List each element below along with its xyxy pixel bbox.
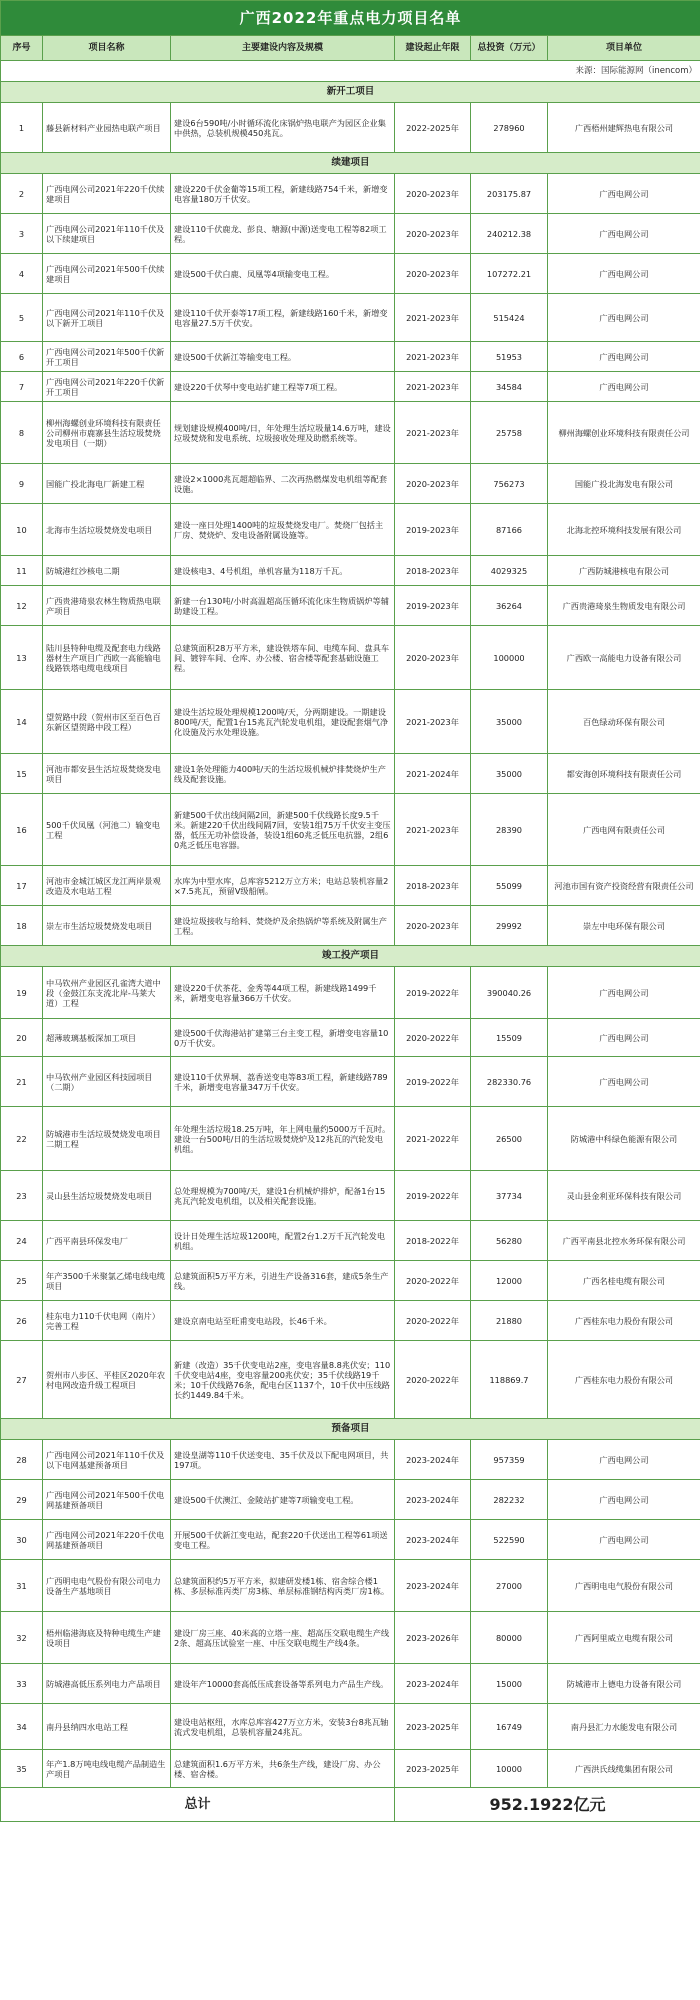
project-name-cell: 广西电网公司2021年500千伏续建项目 bbox=[43, 254, 171, 294]
project-name-cell: 国能广投北海电厂新建工程 bbox=[43, 464, 171, 504]
company-cell: 国能广投北海发电有限公司 bbox=[548, 464, 700, 504]
table-row bbox=[1, 1057, 700, 1107]
serial-cell: 17 bbox=[1, 866, 43, 906]
serial-cell: 27 bbox=[1, 1341, 43, 1419]
period-cell: 2021-2023年 bbox=[395, 794, 471, 866]
investment-cell: 15000 bbox=[471, 1664, 548, 1704]
serial-cell: 22 bbox=[1, 1107, 43, 1171]
project-name-cell: 梧州临港海底及特种电缆生产建设项目 bbox=[43, 1612, 171, 1664]
investment-cell: 27000 bbox=[471, 1560, 548, 1612]
table-row bbox=[1, 866, 700, 906]
investment-cell: 240212.38 bbox=[471, 214, 548, 254]
period-cell: 2023-2026年 bbox=[395, 1612, 471, 1664]
investment-cell: 37734 bbox=[471, 1171, 548, 1221]
table-row bbox=[1, 1704, 700, 1750]
table-row bbox=[1, 464, 700, 504]
period-cell: 2020-2023年 bbox=[395, 254, 471, 294]
content-cell: 建设京南电站至旺甫变电站段，长46千米。 bbox=[171, 1301, 395, 1341]
table-row bbox=[1, 1171, 700, 1221]
serial-cell: 6 bbox=[1, 342, 43, 372]
project-name-cell: 广西电网公司2021年110千伏及以下续建项目 bbox=[43, 214, 171, 254]
company-cell: 河池市国有资产投资经营有限责任公司 bbox=[548, 866, 700, 906]
period-cell: 2020-2022年 bbox=[395, 1341, 471, 1419]
company-cell: 灵山县金利亚环保科技有限公司 bbox=[548, 1171, 700, 1221]
source-note: 来源：国际能源网（inencom） bbox=[1, 61, 700, 82]
content-cell: 建设年产10000套高低压成套设备等系列电力产品生产线。 bbox=[171, 1664, 395, 1704]
serial-cell: 12 bbox=[1, 586, 43, 626]
table-row bbox=[1, 1520, 700, 1560]
header-cell: 项目单位 bbox=[548, 36, 700, 61]
period-cell: 2021-2023年 bbox=[395, 342, 471, 372]
project-name-cell: 防城港红沙核电二期 bbox=[43, 556, 171, 586]
content-cell: 设计日处理生活垃圾1200吨，配置2台1.2万千瓦汽轮发电机组。 bbox=[171, 1221, 395, 1261]
project-name-cell: 广西平南县环保发电厂 bbox=[43, 1221, 171, 1261]
table-row bbox=[1, 586, 700, 626]
investment-cell: 35000 bbox=[471, 754, 548, 794]
company-cell: 南丹县汇力水能发电有限公司 bbox=[548, 1704, 700, 1750]
content-cell: 建设110千伏开泰等17项工程，新建线路160千米，新增变电容量27.5万千伏安。 bbox=[171, 294, 395, 342]
section-title: 新开工项目 bbox=[1, 82, 700, 103]
content-cell: 建设厂房三座、40米高的立塔一座、超高压交联电缆生产线2条、超高压试验室一座、中压交联电缆生产线4条。 bbox=[171, 1612, 395, 1664]
section-title: 续建项目 bbox=[1, 153, 700, 174]
content-cell: 新建（改造）35千伏变电站2座，变电容量8.8兆伏安；110千伏变电站4座，变电容量200兆伏安；35千伏线路19千米；10千伏线路76条，配电台区1137个，10千伏中压线路长约1449.84千米。 bbox=[171, 1341, 395, 1419]
content-cell: 规划建设规模400吨/日，年处理生活垃圾量14.6万吨，建设垃圾焚烧和发电系统、垃圾接收处理及助燃系统等。 bbox=[171, 402, 395, 464]
total-row bbox=[1, 1788, 700, 1822]
investment-cell: 522590 bbox=[471, 1520, 548, 1560]
serial-cell: 5 bbox=[1, 294, 43, 342]
company-cell: 广西电网公司 bbox=[548, 1019, 700, 1057]
period-cell: 2023-2025年 bbox=[395, 1704, 471, 1750]
serial-cell: 26 bbox=[1, 1301, 43, 1341]
company-cell: 崇左中电环保有限公司 bbox=[548, 906, 700, 946]
period-cell: 2019-2023年 bbox=[395, 586, 471, 626]
investment-cell: 278960 bbox=[471, 103, 548, 153]
serial-cell: 10 bbox=[1, 504, 43, 556]
investment-cell: 21880 bbox=[471, 1301, 548, 1341]
period-cell: 2023-2025年 bbox=[395, 1750, 471, 1788]
project-name-cell: 年产3500千米聚氯乙烯电线电缆项目 bbox=[43, 1261, 171, 1301]
investment-cell: 107272.21 bbox=[471, 254, 548, 294]
company-cell: 广西贵港琦泉生物质发电有限公司 bbox=[548, 586, 700, 626]
table-row bbox=[1, 342, 700, 372]
investment-cell: 203175.87 bbox=[471, 174, 548, 214]
project-name-cell: 广西贵港琦泉农林生物质热电联产项目 bbox=[43, 586, 171, 626]
investment-cell: 16749 bbox=[471, 1704, 548, 1750]
project-name-cell: 藤县新材料产业园热电联产项目 bbox=[43, 103, 171, 153]
company-cell: 广西欧一高能电力设备有限公司 bbox=[548, 626, 700, 690]
company-cell: 广西梧州建辉热电有限公司 bbox=[548, 103, 700, 153]
company-cell: 广西电网公司 bbox=[548, 1440, 700, 1480]
project-name-cell: 广西电网公司2021年220千伏新开工项目 bbox=[43, 372, 171, 402]
content-cell: 建设6台590吨/小时循环流化床锅炉热电联产为园区企业集中供热，总装机规模450兆瓦。 bbox=[171, 103, 395, 153]
project-name-cell: 广西明电电气股份有限公司电力设备生产基地项目 bbox=[43, 1560, 171, 1612]
investment-cell: 56280 bbox=[471, 1221, 548, 1261]
section-title: 预备项目 bbox=[1, 1419, 700, 1440]
table-row bbox=[1, 1261, 700, 1301]
content-cell: 新建500千伏出线间隔2回，新建500千伏线路长度9.5千米。新建220千伏出线间隔7回，安装1组75万千伏安主变压器，低压无功补偿设备，装设1组60兆乏低压电抗器，2组60兆乏低压电容器。 bbox=[171, 794, 395, 866]
table-row bbox=[1, 967, 700, 1019]
serial-cell: 23 bbox=[1, 1171, 43, 1221]
project-name-cell: 广西电网公司2021年220千伏续建项目 bbox=[43, 174, 171, 214]
company-cell: 广西电网公司 bbox=[548, 1057, 700, 1107]
investment-cell: 15509 bbox=[471, 1019, 548, 1057]
content-cell: 建设皇湖等110千伏送变电、35千伏及以下配电网项目，共197项。 bbox=[171, 1440, 395, 1480]
project-name-cell: 贺州市八步区、平桂区2020年农村电网改造升级工程项目 bbox=[43, 1341, 171, 1419]
table-row bbox=[1, 1341, 700, 1419]
serial-cell: 24 bbox=[1, 1221, 43, 1261]
investment-cell: 515424 bbox=[471, 294, 548, 342]
investment-cell: 756273 bbox=[471, 464, 548, 504]
project-name-cell: 河池市都安县生活垃圾焚烧发电项目 bbox=[43, 754, 171, 794]
serial-cell: 29 bbox=[1, 1480, 43, 1520]
project-name-cell: 崇左市生活垃圾焚烧发电项目 bbox=[43, 906, 171, 946]
company-cell: 广西明电电气股份有限公司 bbox=[548, 1560, 700, 1612]
period-cell: 2023-2024年 bbox=[395, 1520, 471, 1560]
company-cell: 防城港市上德电力设备有限公司 bbox=[548, 1664, 700, 1704]
project-name-cell: 广西电网公司2021年110千伏及以下电网基建预备项目 bbox=[43, 1440, 171, 1480]
period-cell: 2021-2023年 bbox=[395, 294, 471, 342]
serial-cell: 8 bbox=[1, 402, 43, 464]
investment-cell: 12000 bbox=[471, 1261, 548, 1301]
investment-cell: 80000 bbox=[471, 1612, 548, 1664]
period-cell: 2018-2023年 bbox=[395, 866, 471, 906]
company-cell: 广西洪氏线缆集团有限公司 bbox=[548, 1750, 700, 1788]
content-cell: 建设核电3、4号机组，单机容量为118万千瓦。 bbox=[171, 556, 395, 586]
project-name-cell: 柳州海螺创业环境科技有限责任公司柳州市鹿寨县生活垃圾焚烧发电项目（一期） bbox=[43, 402, 171, 464]
serial-cell: 32 bbox=[1, 1612, 43, 1664]
project-name-cell: 年产1.8万吨电线电缆产品制造生产项目 bbox=[43, 1750, 171, 1788]
serial-cell: 1 bbox=[1, 103, 43, 153]
project-name-cell: 灵山县生活垃圾焚烧发电项目 bbox=[43, 1171, 171, 1221]
table-row bbox=[1, 1107, 700, 1171]
section-header-row bbox=[1, 946, 700, 967]
serial-cell: 16 bbox=[1, 794, 43, 866]
content-cell: 建设220千伏琴中变电站扩建工程等7项工程。 bbox=[171, 372, 395, 402]
table-row bbox=[1, 402, 700, 464]
header-cell: 主要建设内容及规模 bbox=[171, 36, 395, 61]
investment-cell: 28390 bbox=[471, 794, 548, 866]
table-row bbox=[1, 626, 700, 690]
project-name-cell: 广西电网公司2021年500千伏新开工项目 bbox=[43, 342, 171, 372]
period-cell: 2020-2022年 bbox=[395, 1301, 471, 1341]
serial-cell: 9 bbox=[1, 464, 43, 504]
content-cell: 新建一台130吨/小时高温超高压循环流化床生物质锅炉等辅助建设工程。 bbox=[171, 586, 395, 626]
table-title: 广西2022年重点电力项目名单 bbox=[1, 1, 700, 36]
table-row bbox=[1, 1750, 700, 1788]
company-cell: 柳州海螺创业环境科技有限责任公司 bbox=[548, 402, 700, 464]
company-cell: 北海北控环境科技发展有限公司 bbox=[548, 504, 700, 556]
content-cell: 建设110千伏鹿龙、彭良、塘源(中源)送变电工程等82项工程。 bbox=[171, 214, 395, 254]
content-cell: 建设生活垃圾处理规模1200吨/天，分两期建设。一期建设800吨/天，配置1台15兆瓦汽轮发电机组，建设配套烟气净化设施及污水处理设施。 bbox=[171, 690, 395, 754]
content-cell: 建设一座日处理1400吨的垃圾焚烧发电厂。焚烧厂包括主厂房、焚烧炉、发电设备附属设施等。 bbox=[171, 504, 395, 556]
company-cell: 广西桂东电力股份有限公司 bbox=[548, 1301, 700, 1341]
project-name-cell: 500千伏凤凰（河池二）输变电工程 bbox=[43, 794, 171, 866]
serial-cell: 14 bbox=[1, 690, 43, 754]
table-row bbox=[1, 690, 700, 754]
period-cell: 2023-2024年 bbox=[395, 1560, 471, 1612]
period-cell: 2019-2022年 bbox=[395, 1171, 471, 1221]
content-cell: 建设500千伏新江等输变电工程。 bbox=[171, 342, 395, 372]
content-cell: 建设110千伏界垌、荔香送变电等83项工程，新建线路789千米，新增变电容量347万千伏安。 bbox=[171, 1057, 395, 1107]
section-header-row bbox=[1, 153, 700, 174]
serial-cell: 19 bbox=[1, 967, 43, 1019]
serial-cell: 15 bbox=[1, 754, 43, 794]
table-row bbox=[1, 794, 700, 866]
investment-cell: 390040.26 bbox=[471, 967, 548, 1019]
investment-cell: 25758 bbox=[471, 402, 548, 464]
serial-cell: 11 bbox=[1, 556, 43, 586]
period-cell: 2021-2023年 bbox=[395, 402, 471, 464]
content-cell: 建设220千伏金葡等15项工程，新建线路754千米，新增变电容量180万千伏安。 bbox=[171, 174, 395, 214]
serial-cell: 34 bbox=[1, 1704, 43, 1750]
project-name-cell: 桂东电力110千伏电网（南片）完善工程 bbox=[43, 1301, 171, 1341]
company-cell: 广西电网公司 bbox=[548, 342, 700, 372]
serial-cell: 20 bbox=[1, 1019, 43, 1057]
project-name-cell: 超薄玻璃基板深加工项目 bbox=[43, 1019, 171, 1057]
project-name-cell: 中马钦州产业园区孔雀湾大道中段（金鼓江东支流北岸-马莱大道）工程 bbox=[43, 967, 171, 1019]
investment-cell: 55099 bbox=[471, 866, 548, 906]
period-cell: 2023-2024年 bbox=[395, 1664, 471, 1704]
table-row bbox=[1, 504, 700, 556]
table-row bbox=[1, 174, 700, 214]
serial-cell: 35 bbox=[1, 1750, 43, 1788]
content-cell: 年处理生活垃圾18.25万吨，年上网电量约5000万千瓦时。建设一台500吨/日的生活垃圾焚烧炉及12兆瓦的汽轮发电机组。 bbox=[171, 1107, 395, 1171]
content-cell: 建设电站枢纽，水库总库容427万立方米，安装3台8兆瓦轴流式发电机组，总装机容量24兆瓦。 bbox=[171, 1704, 395, 1750]
company-cell: 广西防城港核电有限公司 bbox=[548, 556, 700, 586]
table-row bbox=[1, 754, 700, 794]
company-cell: 都安海创环境科技有限责任公司 bbox=[548, 754, 700, 794]
period-cell: 2023-2024年 bbox=[395, 1440, 471, 1480]
serial-cell: 25 bbox=[1, 1261, 43, 1301]
serial-cell: 13 bbox=[1, 626, 43, 690]
header-cell: 总投资（万元） bbox=[471, 36, 548, 61]
company-cell: 百色绿动环保有限公司 bbox=[548, 690, 700, 754]
content-cell: 总建筑面积1.6万平方米，共6条生产线，建设厂房、办公楼、宿舍楼。 bbox=[171, 1750, 395, 1788]
company-cell: 广西电网有限责任公司 bbox=[548, 794, 700, 866]
period-cell: 2019-2022年 bbox=[395, 1057, 471, 1107]
table-row bbox=[1, 1612, 700, 1664]
investment-cell: 10000 bbox=[471, 1750, 548, 1788]
investment-cell: 100000 bbox=[471, 626, 548, 690]
company-cell: 广西阿里威立电缆有限公司 bbox=[548, 1612, 700, 1664]
project-name-cell: 防城港高低压系列电力产品项目 bbox=[43, 1664, 171, 1704]
company-cell: 广西电网公司 bbox=[548, 1480, 700, 1520]
investment-cell: 26500 bbox=[471, 1107, 548, 1171]
period-cell: 2021-2023年 bbox=[395, 690, 471, 754]
period-cell: 2021-2022年 bbox=[395, 1107, 471, 1171]
table-row bbox=[1, 294, 700, 342]
project-name-cell: 陆川县特种电缆及配套电力线路器材生产项目广西欧一高能输电线路铁塔电缆电线项目 bbox=[43, 626, 171, 690]
company-cell: 广西电网公司 bbox=[548, 254, 700, 294]
table-row bbox=[1, 1480, 700, 1520]
period-cell: 2018-2023年 bbox=[395, 556, 471, 586]
table-row bbox=[1, 103, 700, 153]
table-row bbox=[1, 1440, 700, 1480]
company-cell: 广西电网公司 bbox=[548, 294, 700, 342]
content-cell: 建设2×1000兆瓦超超临界、二次再热燃煤发电机组等配套设施。 bbox=[171, 464, 395, 504]
header-cell: 序号 bbox=[1, 36, 43, 61]
investment-cell: 51953 bbox=[471, 342, 548, 372]
serial-cell: 7 bbox=[1, 372, 43, 402]
project-name-cell: 防城港市生活垃圾焚烧发电项目二期工程 bbox=[43, 1107, 171, 1171]
table-row bbox=[1, 556, 700, 586]
period-cell: 2020-2023年 bbox=[395, 464, 471, 504]
investment-cell: 29992 bbox=[471, 906, 548, 946]
table-row bbox=[1, 1560, 700, 1612]
period-cell: 2018-2022年 bbox=[395, 1221, 471, 1261]
company-cell: 广西电网公司 bbox=[548, 174, 700, 214]
investment-cell: 118869.7 bbox=[471, 1341, 548, 1419]
period-cell: 2021-2024年 bbox=[395, 754, 471, 794]
investment-cell: 34584 bbox=[471, 372, 548, 402]
serial-cell: 33 bbox=[1, 1664, 43, 1704]
company-cell: 广西名桂电缆有限公司 bbox=[548, 1261, 700, 1301]
total-label: 总计 bbox=[1, 1788, 395, 1822]
content-cell: 开展500千伏新江变电站，配套220千伏送出工程等61项送变电工程。 bbox=[171, 1520, 395, 1560]
total-value: 952.1922亿元 bbox=[395, 1788, 700, 1822]
serial-cell: 4 bbox=[1, 254, 43, 294]
content-cell: 水库为中型水库，总库容5212万立方米；电站总装机容量2×7.5兆瓦，预留Ⅴ级船闸。 bbox=[171, 866, 395, 906]
content-cell: 建设500千伏白鹿、凤凰等4项输变电工程。 bbox=[171, 254, 395, 294]
project-name-cell: 南丹县纳四水电站工程 bbox=[43, 1704, 171, 1750]
project-name-cell: 广西电网公司2021年500千伏电网基建预备项目 bbox=[43, 1480, 171, 1520]
investment-cell: 957359 bbox=[471, 1440, 548, 1480]
investment-cell: 4029325 bbox=[471, 556, 548, 586]
company-cell: 广西平南县北控水务环保有限公司 bbox=[548, 1221, 700, 1261]
section-header-row bbox=[1, 82, 700, 103]
period-cell: 2023-2024年 bbox=[395, 1480, 471, 1520]
project-name-cell: 广西电网公司2021年110千伏及以下新开工项目 bbox=[43, 294, 171, 342]
table-row bbox=[1, 1664, 700, 1704]
investment-cell: 36264 bbox=[471, 586, 548, 626]
section-header-row bbox=[1, 1419, 700, 1440]
company-cell: 广西电网公司 bbox=[548, 372, 700, 402]
content-cell: 建设500千伏澳江、金陵站扩建等7项输变电工程。 bbox=[171, 1480, 395, 1520]
table-row bbox=[1, 1301, 700, 1341]
company-cell: 广西电网公司 bbox=[548, 967, 700, 1019]
table-row bbox=[1, 372, 700, 402]
project-name-cell: 河池市金城江城区龙江两岸景观改造及水电站工程 bbox=[43, 866, 171, 906]
content-cell: 总建筑面积约5万平方米，拟建研发楼1栋、宿舍综合楼1栋、多层标准丙类厂房3栋、单层标准钢结构丙类厂房1栋。 bbox=[171, 1560, 395, 1612]
company-cell: 广西桂东电力股份有限公司 bbox=[548, 1341, 700, 1419]
investment-cell: 87166 bbox=[471, 504, 548, 556]
period-cell: 2019-2022年 bbox=[395, 967, 471, 1019]
period-cell: 2020-2023年 bbox=[395, 174, 471, 214]
project-name-cell: 北海市生活垃圾焚烧发电项目 bbox=[43, 504, 171, 556]
period-cell: 2019-2023年 bbox=[395, 504, 471, 556]
table-row bbox=[1, 906, 700, 946]
content-cell: 建设垃圾接收与给料、焚烧炉及余热锅炉等系统及附属生产工程。 bbox=[171, 906, 395, 946]
content-cell: 建设220千伏茶花、金秀等44项工程，新建线路1499千米，新增变电容量366万千伏安。 bbox=[171, 967, 395, 1019]
header-cell: 建设起止年限 bbox=[395, 36, 471, 61]
section-title: 竣工投产项目 bbox=[1, 946, 700, 967]
serial-cell: 2 bbox=[1, 174, 43, 214]
period-cell: 2020-2023年 bbox=[395, 626, 471, 690]
table-row bbox=[1, 1221, 700, 1261]
table-row bbox=[1, 214, 700, 254]
period-cell: 2021-2023年 bbox=[395, 372, 471, 402]
serial-cell: 18 bbox=[1, 906, 43, 946]
serial-cell: 30 bbox=[1, 1520, 43, 1560]
period-cell: 2022-2025年 bbox=[395, 103, 471, 153]
company-cell: 广西电网公司 bbox=[548, 1520, 700, 1560]
table-row bbox=[1, 254, 700, 294]
serial-cell: 31 bbox=[1, 1560, 43, 1612]
investment-cell: 35000 bbox=[471, 690, 548, 754]
company-cell: 防城港中科绿色能源有限公司 bbox=[548, 1107, 700, 1171]
company-cell: 广西电网公司 bbox=[548, 214, 700, 254]
header-cell: 项目名称 bbox=[43, 36, 171, 61]
period-cell: 2020-2022年 bbox=[395, 1019, 471, 1057]
table-row bbox=[1, 1019, 700, 1057]
project-name-cell: 望贺路中段（贺州市区至百色百东新区望贺路中段工程） bbox=[43, 690, 171, 754]
investment-cell: 282232 bbox=[471, 1480, 548, 1520]
project-name-cell: 广西电网公司2021年220千伏电网基建预备项目 bbox=[43, 1520, 171, 1560]
content-cell: 总建筑面积5万平方米，引进生产设备316套，建成5条生产线。 bbox=[171, 1261, 395, 1301]
project-name-cell: 中马钦州产业园区科技园项目（二期） bbox=[43, 1057, 171, 1107]
serial-cell: 21 bbox=[1, 1057, 43, 1107]
serial-cell: 28 bbox=[1, 1440, 43, 1480]
content-cell: 总建筑面积28万平方米，建设铁塔车间、电缆车间、盘具车间、镀锌车间、仓库、办公楼、宿舍楼等配套基础设施工程。 bbox=[171, 626, 395, 690]
content-cell: 建设500千伏海港站扩建第三台主变工程，新增变电容量100万千伏安。 bbox=[171, 1019, 395, 1057]
period-cell: 2020-2023年 bbox=[395, 214, 471, 254]
serial-cell: 3 bbox=[1, 214, 43, 254]
period-cell: 2020-2022年 bbox=[395, 1261, 471, 1301]
period-cell: 2020-2023年 bbox=[395, 906, 471, 946]
header-row bbox=[1, 36, 700, 61]
investment-cell: 282330.76 bbox=[471, 1057, 548, 1107]
content-cell: 建设1条处理能力400吨/天的生活垃圾机械炉排焚烧炉生产线及配套设施。 bbox=[171, 754, 395, 794]
content-cell: 总处理规模为700吨/天，建设1台机械炉排炉，配备1台15兆瓦汽轮发电机组，以及相关配套设施。 bbox=[171, 1171, 395, 1221]
